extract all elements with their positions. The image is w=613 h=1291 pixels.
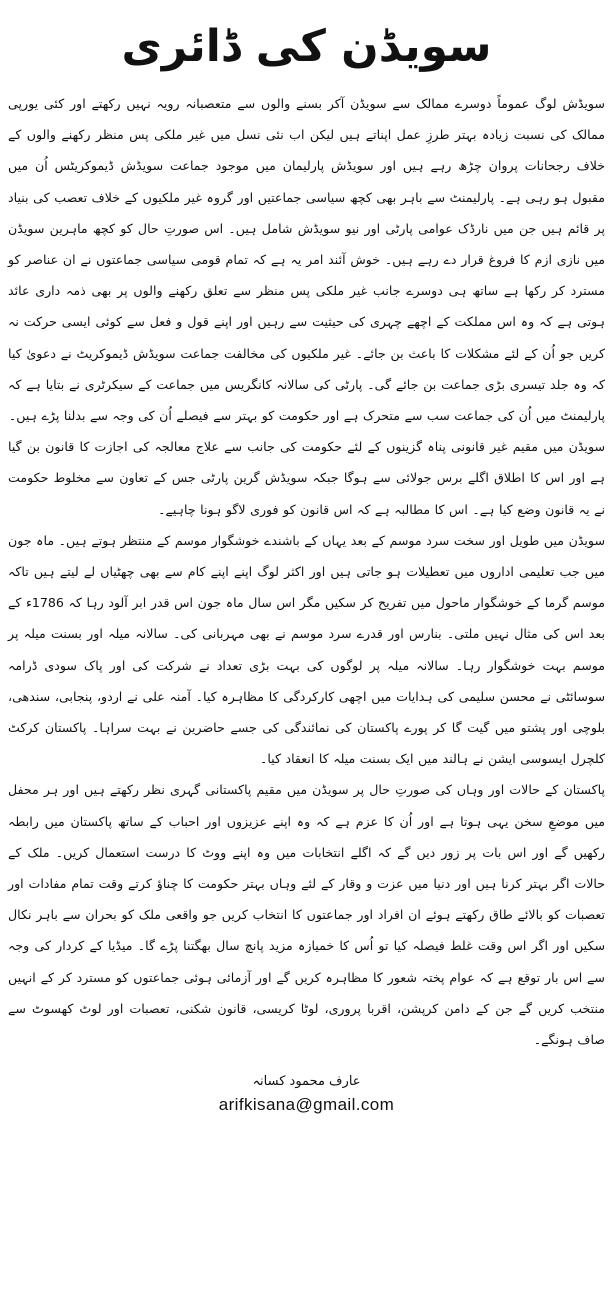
- article-paragraph: پاکستان کے حالات اور وہاں کی صورتِ حال پر سویڈن میں مقیم پاکستانی گہری نظر رکھتے ہیں اور ہر محفل میں موضعِ سخن یہی ہوتا ہے اور اُن کا عزم ہے کہ وہ اپنے عزیزوں اور احباب کے ساتھ پاکستان میں رابطہ رکھیں گے اور اس بات پر زور دیں گے کہ اگلے انتخابات میں وہ اپنے ووٹ کا درست استعمال کریں۔ ملک کے حالات اگر بہتر کرنا ہیں اور دنیا میں عزت و وقار کے لئے وہاں بہتر حکومت کا چناؤ کرتے وقت تمام مفادات اور تعصبات کو بالائے طاق رکھتے ہوئے ان افراد اور جماعتوں کا انتخاب کریں جو واقعی ملک کو بحران سے باہر نکال سکیں اور اگر اس وقت غلط فیصلہ کیا تو اُس کا خمیازہ مزید پانچ سال بھگتنا پڑے گا۔ میڈیا کے کردار کی وجہ سے اس بار توقع ہے کہ عوام پختہ شعور کا مظاہرہ کریں گے اور آزمائی ہوئی جماعتوں کو مسترد کر کے انہیں منتخب کریں گے جن کے دامن کرپشن، اقربا پروری، لوٹا کریسی، قانون شکنی، تعصبات اور لوٹ کھسوٹ سے صاف ہونگے۔: [8, 782, 605, 1048]
- article-paragraph: سویڈن میں طویل اور سخت سرد موسم کے بعد یہاں کے باشندے خوشگوار موسم کے منتظر ہوتے ہیں۔ ماہ جون میں جب تعلیمی اداروں میں تعطیلات ہو جاتی ہیں اور اکثر لوگ اپنے اپنے کام سے بھی چھٹیاں لے لیتے ہیں تاکہ موسم گرما کے خوشگوار ماحول میں تفریح کر سکیں مگر اس سال ماہ جون اس قدر ابر آلود رہا کہ 1786ء کے بعد اس کی مثال نہیں ملتی۔ بنارس اور قدرے سرد موسم نے بھی مہربانی کی۔ سالانہ میلہ اور بسنت میلہ پر موسم بہت خوشگوار رہا۔ سالانہ میلہ پر لوگوں کی بہت بڑی تعداد نے شرکت کی اور پاک سودی ڈرامہ سوسائٹی نے محسن سلیمی کی ہدایات میں اچھی کارکردگی کا مظاہرہ کیا۔ آمنہ علی نے اردو، پنجابی، سندھی، بلوچی اور پشتو میں گیت گا کر پورے پاکستان کی نمائندگی کی جسے حاضرین نے بہت سراہا۔ پاکستان کرکٹ کلچرل ایسوسی ایشن نے ہالند میں ایک بسنت میلہ کا انعقاد کیا۔: [8, 532, 605, 767]
- author-name: عارف محمود کسانہ: [252, 1074, 361, 1090]
- author-email: arifkisana@gmail.com: [218, 1095, 395, 1115]
- article-paragraph: سویڈن میں مقیم غیر قانونی پناہ گزینوں کے لئے حکومت کی جانب سے علاج معالجہ کی اجازت کا قانون بن گیا ہے اور اس کا اطلاق اگلے برس جولائی سے ہوگا جبکہ سویڈش گرین پارٹی جس کے تعاون سے مخلوط حکومت نے یہ قانون وضع کیا ہے۔ اس کا مطالبہ ہے کہ اس قانون کو فوری لاگو ہونا چاہیے۔: [8, 439, 605, 517]
- article-paragraph: سویڈش لوگ عموماً دوسرے ممالک سے سویڈن آکر بسنے والوں سے متعصبانہ رویہ نہیں رکھتے اور کئی یورپی ممالک کی نسبت زیادہ بہتر طرزِ عمل اپناتے ہیں لیکن اب نئی نسل میں غیر ملکی پس منظر رکھنے والوں کے خلاف رجحانات پروان چڑھ رہے ہیں اور سویڈش پارلیمان میں موجود جماعت سویڈش ڈیموکریٹس اُن میں مقبول ہو رہی ہے۔ پارلیمنٹ سے باہر بھی کچھ سیاسی جماعتیں اور گروہ غیر ملکیوں کے خلاف تعصب کی بنیاد پر قائم ہیں جن میں نارڈک عوامی پارٹی اور نیو سویڈش شامل ہیں۔ اس صورتِ حال کو کچھ ماہرین سویڈن میں نازی ازم کا فروغ قرار دے رہے ہیں۔ خوش آئند امر یہ ہے کہ تمام قومی سیاسی جماعتوں نے ان عناصر کو مسترد کر رکھا ہے ساتھ ہی دوسرے جانب غیر ملکی پس منظر سے تعلق رکھنے والوں پر بھی ذمہ داری عائد ہوتی ہے کہ وہ اس مملکت کے اچھے چہری کی حیثیت سے رہیں اور اپنے قول و فعل سے کوئی ایسی حرکت نہ کریں جو اُن کے لئے مشکلات کا باعث بن جائے۔ غیر ملکیوں کی مخالفت جماعت سویڈش ڈیموکریٹ نے دعویٰ کیا کہ وہ جلد تیسری بڑی جماعت بن جائے گی۔ پارٹی کی سالانہ کانگریس میں جماعت کے سیکرٹری نے بتایا ہے کہ پارلیمنٹ میں اُن کی جماعت سب سے متحرک ہے اور حکومت کو بہتر سے فیصلے اُن کی وجہ سے بدلنا پڑے ہیں۔: [8, 96, 605, 424]
- article-body: [8, 88, 605, 1055]
- byline: [8, 1071, 605, 1117]
- column-title: سویڈن کی ڈائری: [121, 21, 492, 72]
